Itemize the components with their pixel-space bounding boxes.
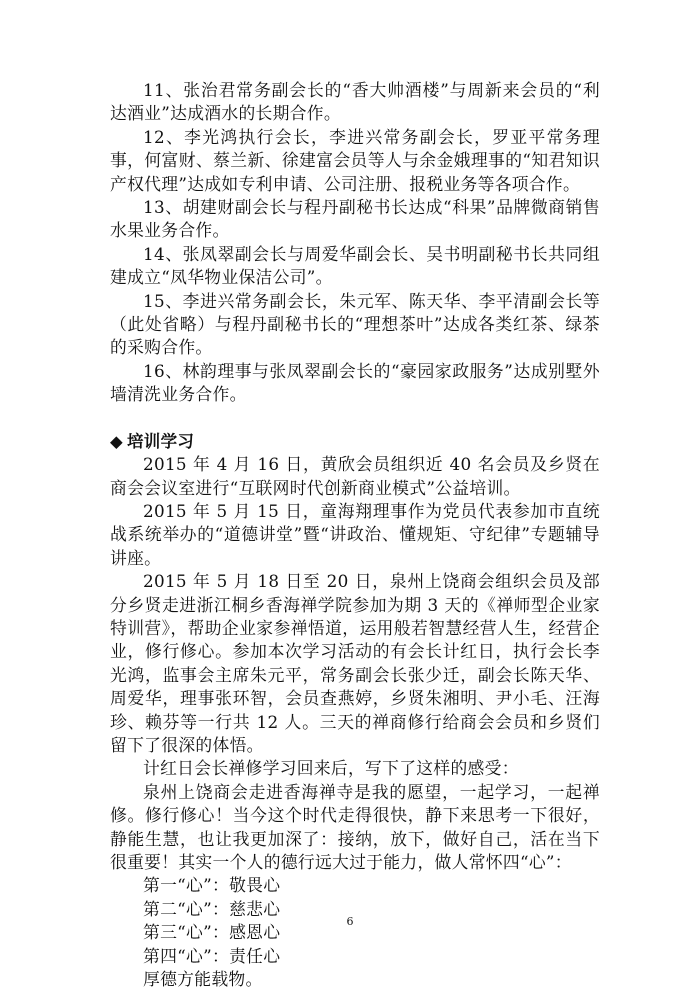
heart-item-1: 第一“心”：敬畏心 — [143, 875, 281, 896]
page-content — [110, 79, 600, 991]
training-paragraph-3: 2015 年 5 月 18 日至 20 日，泉州上饶商会组织会员及部分乡贤走进浙江桐乡香海禅学院参加为期 3 天的《禅师型企业家特训营》，帮助企业家参禅悟道，运用般若智慧经营人生，经营企业，修行修心。参加本次学习活动的有会长计红日，执行会长李光鸿，监事会主席朱元平，常务副会长张少迁，副会长陈天华、周爱华，理事张环智，会员查燕婷，乡贤朱湘明、尹小毛、汪海珍、赖芬等一行共 12 人。三天的禅商修行给商会会员和乡贤们留下了很深的体悟。 — [110, 571, 600, 755]
reflection-intro: 计红日会长禅修学习回来后，写下了这样的感受： — [143, 758, 519, 779]
cooperation-item-11: 11、张治君常务副会长的“香大帅酒楼”与周新来会员的“利达酒业”达成酒水的长期合作。 — [110, 80, 600, 124]
cooperation-item-16: 16、林韵理事与张凤翠副会长的“豪园家政服务”达成别墅外墙清洗业务合作。 — [110, 360, 600, 405]
cooperation-item-14: 14、张凤翠副会长与周爱华副会长、吴书明副秘书长共同组建成立“凤华物业保洁公司”。 — [110, 243, 600, 288]
page-number: 6 — [346, 915, 354, 928]
cooperation-item-15: 15、李进兴常务副会长，朱元军、陈天华、李平清副会长等（此处省略）与程丹副秘书长的“理想茶叶”达成各类红茶、绿茶的采购合作。 — [110, 290, 600, 358]
section-heading — [110, 430, 600, 453]
section-title: 培训学习 — [127, 431, 195, 451]
heart-item-3: 第三“心”：感恩心 — [143, 922, 281, 943]
cooperation-item-13: 13、胡建财副会长与程丹副秘书长达成“科果”品牌微商销售水果业务合作。 — [110, 197, 600, 241]
heart-item-4: 第四“心”：责任心 — [143, 945, 281, 966]
training-paragraph-1: 2015 年 4 月 16 日，黄欣会员组织近 40 名会员及乡贤在商会会议室进行“互联网时代创新商业模式”公益培训。 — [110, 454, 600, 498]
heart-item-2: 第二“心”：慈悲心 — [143, 898, 281, 919]
reflection-text: 泉州上饶商会走进香海禅寺是我的愿望，一起学习，一起禅修。修行修心！当今这个时代走得很快，静下来思考一下很好，静能生慧，也让我更加深了：接纳，放下，做好自己，活在当下很重要！其实一个人的德行远大过于能力，做人常怀四“心”： — [110, 781, 600, 872]
diamond-bullet-icon: ◆ — [110, 431, 123, 451]
training-paragraph-2: 2015 年 5 月 15 日，童海翔理事作为党员代表参加市直统战系统举办的“道德讲堂”暨“讲政治、懂规矩、守纪律”专题辅导讲座。 — [110, 500, 600, 568]
closing-line: 厚德方能载物。 — [143, 969, 263, 990]
cooperation-item-12: 12、李光鸿执行会长，李进兴常务副会长，罗亚平常务理事，何富财、蔡兰新、徐建富会员等人与余金娥理事的“知君知识产权代理”达成如专利申请、公司注册、报税业务等各项合作。 — [110, 126, 600, 194]
